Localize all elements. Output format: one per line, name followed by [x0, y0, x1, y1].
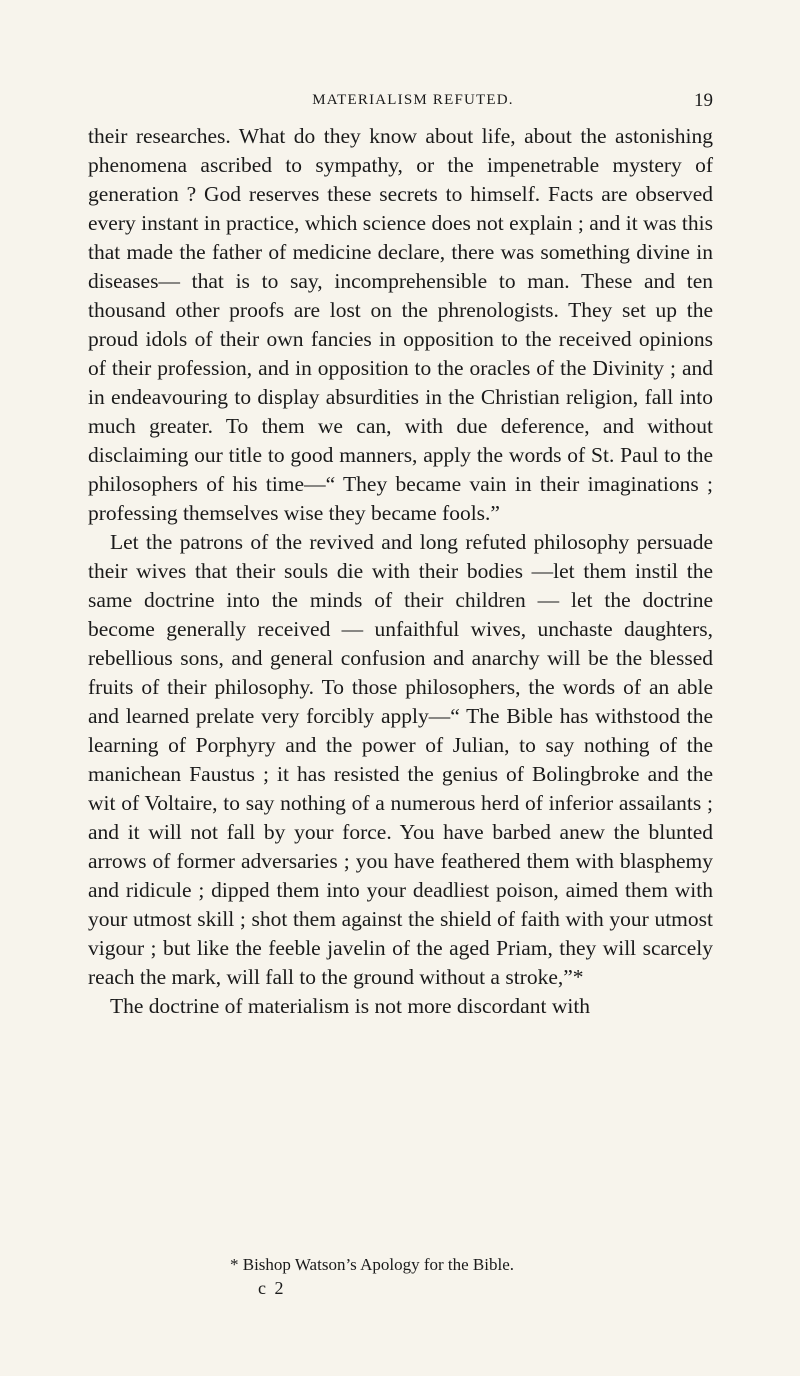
body-text [88, 122, 713, 1021]
running-head: MATERIALISM REFUTED. [312, 92, 514, 108]
footnote: * Bishop Watson’s Apology for the Bible. [230, 1255, 515, 1274]
page-header [113, 90, 713, 114]
signature-mark: c 2 [258, 1278, 286, 1298]
paragraph: Let the patrons of the revived and long refuted philosophy persuade their wives that their souls die with their bodies —let them instil the same doctrine into the minds of their children — let the doctrine become generally received — unfaithful wives, unchaste daughters, rebellious sons, and general confusion and anarchy will be the blessed fruits of their philosophy. To those philosophers, the words of an able and learned prelate very forcibly apply—“ The Bible has withstood the learning of Porphyry and the power of Julian, to say nothing of the manichean Faustus ; it has resisted the genius of Bolingbroke and the wit of Voltaire, to say nothing of a numerous herd of inferior assailants ; and it will not fall by your force. You have barbed anew the blunted arrows of former adversaries ; you have feathered them with blasphemy and ridicule ; dipped them into your deadliest poison, aimed them with your utmost skill ; shot them against the shield of faith with your utmost vigour ; but like the feeble javelin of the aged Priam, they will scarcely reach the mark, will fall to the ground without a stroke,”* [88, 530, 713, 989]
page-number: 19 [694, 90, 713, 111]
paragraph: The doctrine of materialism is not more discordant with [110, 994, 591, 1018]
paragraph: their researches. What do they know about life, about the astonishing phenomena ascribed to sympathy, or the impenetrable mystery of generation ? God reserves these secrets to himself. Facts are observed every instant in practice, which science does not explain ; and it was this that made the father of medicine declare, there was something divine in diseases— that is to say, incomprehensible to man. These and ten thousand other proofs are lost on the phrenologists. They set up the proud idols of their own fancies in opposition to the received opinions of their profession, and in opposition to the oracles of the Divinity ; and in endeavouring to display absurdities in the Christian religion, fall into much greater. To them we can, with due deference, and without disclaiming our title to good manners, apply the words of St. Paul to the philosophers of his time—“ They became vain in their imaginations ; professing themselves wise they became fools.” [88, 124, 713, 525]
